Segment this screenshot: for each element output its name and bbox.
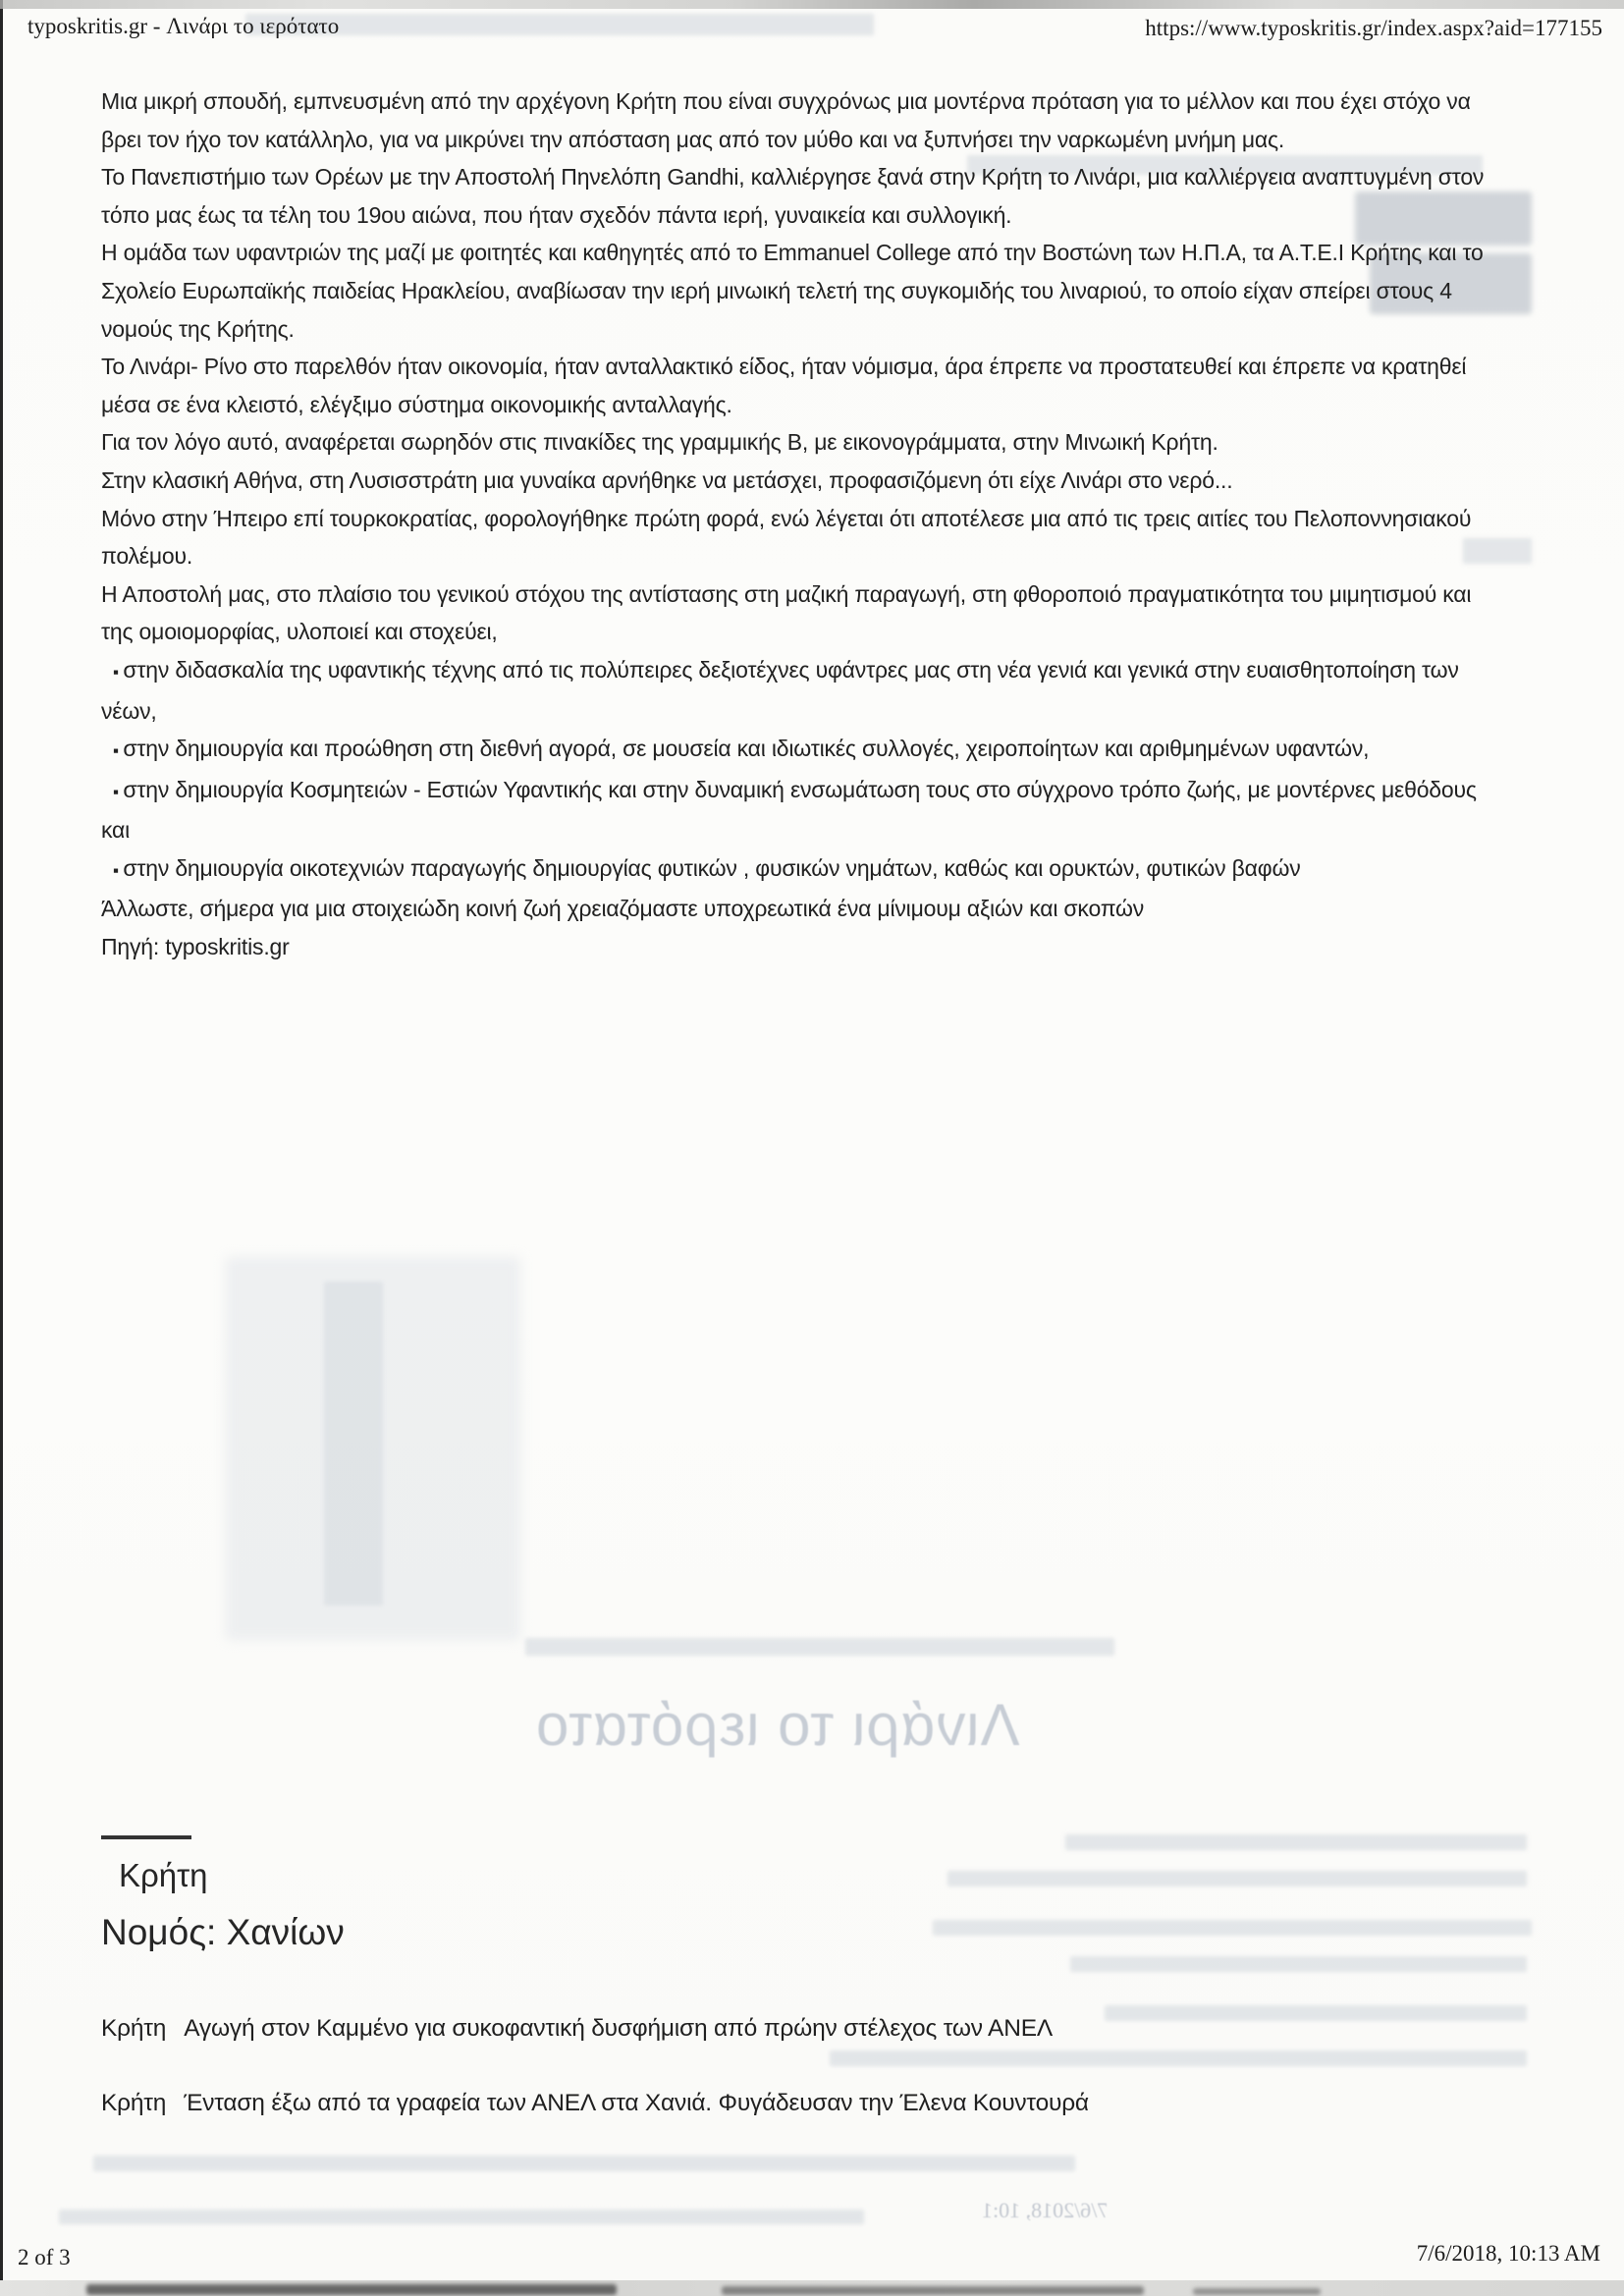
article-paragraph: Η Αποστολή μας, στο πλαίσιο του γενικού στόχου της αντίστασης στη μαζική παραγωγή, στη φθοροποιό πραγματικότητα του μιμητισμού και της ομοιομορφίας, υλοποιεί και στοχεύει, [101,580,1472,645]
article-paragraph: Η ομάδα των υφαντριών της μαζί με φοιτητές και καθηγητές από το Emmanuel College από την Βοστώνη των Η.Π.Α, τα Α.Τ.Ε.Ι Κρήτης και το Σχολείο Ευρωπαϊκής παιδείας Ηρακλείου, αναβίωσαν την ιερή μινωική τελετή της συγκομιδής του λιναριού, το οποίο είχαν σπείρει στους 4 νομούς της Κρήτης. [101,240,1484,342]
article-paragraph: Το Λινάρι- Ρίνο στο παρελθόν ήταν οικονομία, ήταν ανταλλακτικό είδος, ήταν νόμισμα, άρα έπρεπε να προστατευθεί και έπρεπε να κρατηθεί μέσα σε ένα κλειστό, ελέγξιμο σύστημα οικονομικής ανταλλαγής. [101,354,1467,417]
related-article-title[interactable]: Ένταση έξω από τα γραφεία των ΑΝΕΛ στα Χανιά. Φυγάδευσαν την Έλενα Κουντουρά [184,2090,1089,2116]
bleed-through-artifact [1065,1834,1527,1850]
article-source: Πηγή: typoskritis.gr [101,934,290,960]
section-divider [101,1835,191,1839]
scan-smudge [86,2284,617,2295]
scan-edge-artifact [0,0,3,2296]
article-bullet-item: ▪ στην δημιουργία οικοτεχνιών παραγωγής δημιουργίας φυτικών , φυσικών νημάτων, καθώς και ορυκτών, φυτικών βαφών [101,849,1489,891]
related-article-tag: Κρήτη [101,2015,167,2042]
print-footer-page-number: 2 of 3 [18,2245,71,2269]
bleed-through-artifact [93,2156,1075,2171]
article-paragraph: Για τον λόγο αυτό, αναφέρεται σωρηδόν στις πινακίδες της γραμμικής Β, με εικονογράμματα, στην Μινωική Κρήτη. [101,429,1218,456]
article-paragraph: Το Πανεπιστήμιο των Ορέων με την Αποστολή Πηνελόπη Gandhi, καλλιέργησε ξανά στην Κρήτη το Λινάρι, μια καλλιέργεια αναπτυγμένη στον τόπο μας έως τα τέλη του 19ου αιώνα, που ήταν σχεδόν πάντα ιερή, γυναικεία και συλλογική. [101,164,1485,228]
related-article-link[interactable] [101,2015,1053,2043]
article-paragraph: Μια μικρή σπουδή, εμπνευσμένη από την αρχέγονη Κρήτη που είναι συγχρόνως μια μοντέρνα πρόταση για το μέλλον και που έχει στόχο να βρει τον ήχο τον κατάλληλο, για να μικρύνει την απόσταση μας από τον μύθο και να ξυπνήσει την ναρκωμένη μνήμη μας. [101,88,1471,152]
bleed-through-artifact [947,1871,1527,1886]
scan-smudge [1193,2288,1321,2295]
related-article-link[interactable] [101,2090,1089,2117]
print-footer-timestamp: 7/6/2018, 10:13 AM [1416,2241,1600,2266]
article-closing: Άλλωστε, σήμερα για μια στοιχειώδη κοινή ζωή χρειαζόμαστε υποχρεωτικά ένα μίνιμουμ αξιών και σκοπών [101,896,1145,922]
bleed-through-artifact [1070,1956,1527,1972]
scan-top-artifact [0,0,1624,9]
bleed-through-artifact [1105,2005,1527,2021]
bleed-through-mirrored-timestamp: 7/6/2018, 10:1 [982,2198,1109,2222]
category-heading: Κρήτη [119,1857,208,1893]
bleed-through-artifact [830,2050,1527,2066]
related-article-tag: Κρήτη [101,2090,167,2116]
related-article-title[interactable]: Αγωγή στον Καμμένο για συκοφαντική δυσφήμιση από πρώην στέλεχος των ΑΝΕΛ [184,2015,1053,2042]
scan-smudge [722,2286,1144,2295]
article-body [101,82,1489,966]
bleed-through-photo [324,1282,383,1606]
bleed-through-artifact [59,2210,864,2224]
article-bullet-item: ▪ στην δημιουργία Κοσμητειών - Εστιών Υφαντικής και στην δυναμική ενσωμάτωση τους στο σύγχρονο τρόπο ζωής, με μοντέρνες μεθόδους και [101,771,1489,849]
print-header-title: typoskritis.gr - Λινάρι το ιερότατο [27,14,340,38]
article-bullet-item: ▪ στην δημιουργία και προώθηση στη διεθνή αγορά, σε μουσεία και ιδιωτικές συλλογές, χειροποίητων και αριθμημένων υφαντών, [101,730,1489,771]
bleed-through-artifact [245,14,874,35]
article-paragraph: Μόνο στην Ήπειρο επί τουρκοκρατίας, φορολογήθηκε πρώτη φορά, ενώ λέγεται ότι αποτέλεσε μια από τις τρεις αιτίες του Πελοποννησιακού πολέμου. [101,505,1472,570]
print-header-url: https://www.typoskritis.gr/index.aspx?aid=177155 [1145,16,1602,40]
article-bullet-item: ▪ στην διδασκαλία της υφαντικής τέχνης από τις πολύπειρες δεξιοτέχνες υφάντρες μας στη νέα γενιά και γενικά στην ευαισθητοποίηση των νέων, [101,651,1489,730]
bleed-through-artifact [525,1638,1114,1656]
bleed-through-artifact [933,1920,1532,1936]
bleed-through-mirrored-title: Λινάρι το ιερότατο [535,1692,1020,1758]
prefecture-heading: Νομός: Χανίων [101,1912,345,1952]
article-paragraph: Στην κλασική Αθήνα, στη Λυσισστράτη μια γυναίκα αρνήθηκε να μετάσχει, προφασιζόμενη ότι είχε Λινάρι στο νερό... [101,466,1233,493]
